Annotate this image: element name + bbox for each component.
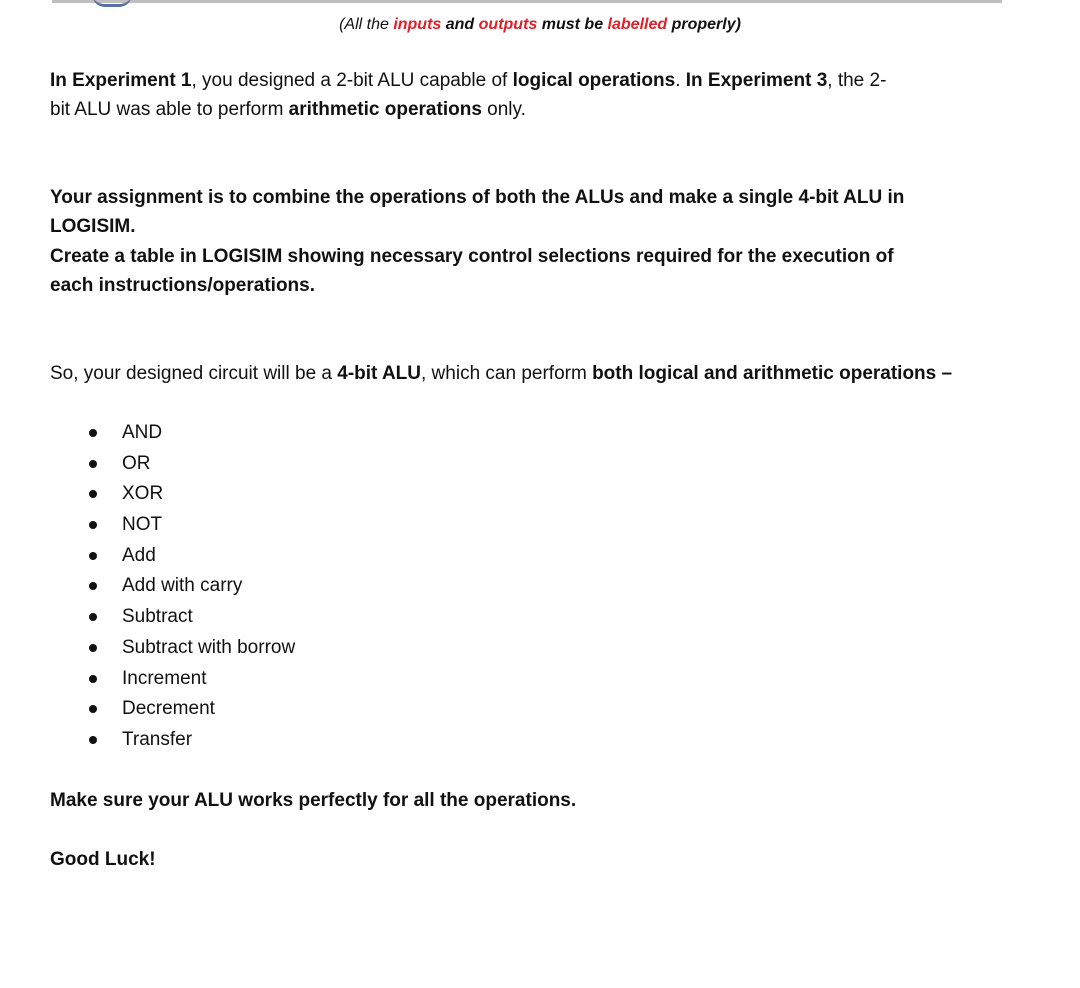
- list-item: [50, 418, 295, 449]
- bullet-icon: [89, 613, 97, 621]
- top-divider: [52, 0, 1002, 3]
- list-item: [50, 541, 295, 572]
- operation-label: Transfer: [122, 728, 193, 750]
- alu-term: 4-bit ALU: [337, 363, 421, 384]
- operation-label: Increment: [122, 667, 207, 689]
- bullet-icon: [89, 460, 97, 468]
- intro-paragraph: [50, 66, 995, 124]
- closing-instruction: Make sure your ALU works perfectly for all the operations.: [50, 790, 577, 811]
- note-text: properly): [667, 16, 741, 33]
- operation-label: AND: [122, 422, 163, 443]
- note-outputs-highlight: outputs: [478, 16, 538, 33]
- operation-label: Subtract with borrow: [122, 636, 296, 658]
- intro-text: , you designed a 2-bit ALU capable of: [191, 70, 513, 91]
- operation-label: Add with carry: [122, 575, 243, 597]
- intro-text: bit ALU was able to perform: [50, 99, 289, 120]
- operation-label: Add: [122, 544, 156, 566]
- list-item: [50, 510, 295, 541]
- note-labelled-highlight: labelled: [607, 16, 668, 33]
- note-text: must be: [537, 16, 608, 33]
- list-item: [50, 449, 295, 480]
- list-item: [50, 725, 295, 756]
- note-inputs-highlight: inputs: [393, 16, 442, 33]
- both-operations-term: both logical and arithmetic operations –: [592, 363, 953, 384]
- operation-label: OR: [122, 452, 151, 474]
- bullet-icon: [89, 521, 97, 529]
- sign-off: Good Luck!: [50, 849, 156, 870]
- list-item: [50, 694, 295, 725]
- bullet-icon: [89, 490, 97, 498]
- arithmetic-operations-term: arithmetic operations: [288, 99, 482, 120]
- bullet-icon: [89, 429, 97, 437]
- table-instruction-paragraph: [50, 242, 995, 300]
- operation-label: NOT: [122, 514, 163, 536]
- header-decoration: [92, 0, 132, 7]
- experiment-1-ref: In Experiment 1: [50, 70, 192, 91]
- bullet-icon: [89, 736, 97, 744]
- intro-text: only.: [481, 99, 526, 120]
- operations-list: [50, 418, 295, 756]
- bullet-icon: [89, 582, 97, 590]
- assignment-paragraph: [50, 183, 995, 241]
- summary-paragraph: [50, 359, 995, 388]
- summary-text: So, your designed circuit will be a: [50, 363, 338, 384]
- list-item: [50, 633, 295, 664]
- intro-text: .: [675, 70, 686, 91]
- table-instruction-line: Create a table in LOGISIM showing necessary control selections required for the execution of: [50, 246, 894, 267]
- list-item: [50, 571, 295, 602]
- note-text: and: [441, 16, 479, 33]
- summary-text: , which can perform: [421, 363, 593, 384]
- bullet-icon: [89, 552, 97, 560]
- list-item: [50, 664, 295, 695]
- assignment-line: LOGISIM.: [50, 216, 136, 237]
- experiment-3-ref: In Experiment 3: [685, 70, 828, 91]
- note-text: (All the: [339, 16, 394, 33]
- operation-label: Subtract: [122, 606, 193, 628]
- labelling-note: [0, 16, 1080, 34]
- list-item: [50, 479, 295, 510]
- operation-label: Decrement: [122, 698, 215, 720]
- operation-label: XOR: [122, 483, 164, 505]
- bullet-icon: [89, 705, 97, 713]
- list-item: [50, 602, 295, 633]
- table-instruction-line: each instructions/operations.: [50, 275, 315, 296]
- bullet-icon: [89, 644, 97, 652]
- bullet-icon: [89, 675, 97, 683]
- intro-text: , the 2-: [827, 70, 887, 91]
- assignment-line: Your assignment is to combine the operations of both the ALUs and make a single 4-bit ALU in: [50, 187, 905, 208]
- logical-operations-term: logical operations: [512, 70, 676, 91]
